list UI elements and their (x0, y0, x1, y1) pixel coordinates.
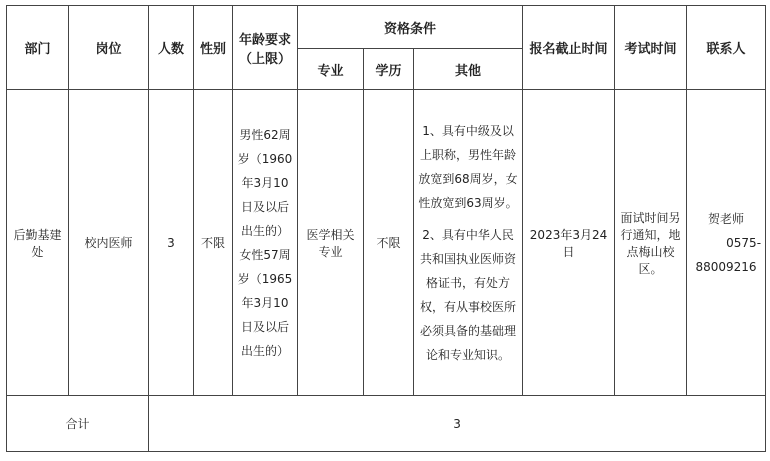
cell-education: 不限 (364, 90, 414, 396)
cell-deadline: 2023年3月24日 (523, 90, 615, 396)
contact-name: 贺老师 (708, 211, 745, 226)
summary-label: 合计 (7, 396, 149, 452)
cell-contact (687, 90, 766, 396)
cell-age-requirement (233, 90, 298, 396)
header-exam-time: 考试时间 (615, 6, 687, 90)
summary-total: 3 (149, 396, 766, 452)
cell-exam-time: 面试时间另行通知，地点梅山校区。 (615, 90, 687, 396)
recruitment-table (6, 5, 766, 452)
cell-gender: 不限 (194, 90, 233, 396)
age-female-text: 女性57周岁（1965年3月10日及以后出生的） (237, 247, 293, 358)
contact-phone-prefix: 0575- (726, 235, 762, 250)
header-major: 专业 (298, 49, 364, 90)
header-age-requirement: 年龄要求（上限） (233, 6, 298, 90)
header-position: 岗位 (69, 6, 149, 90)
summary-row (7, 396, 766, 452)
header-contact: 联系人 (687, 6, 766, 90)
header-row (7, 6, 766, 49)
header-qualifications: 资格条件 (298, 6, 523, 49)
other-item-2: 2、具有中华人民共和国执业医师资格证书，有处方权，有从事校医所必须具备的基础理论和专业知识。 (420, 227, 517, 362)
header-other: 其他 (414, 49, 523, 90)
cell-other (414, 90, 523, 396)
header-gender: 性别 (194, 6, 233, 90)
table-row (7, 90, 766, 396)
header-headcount: 人数 (149, 6, 194, 90)
other-item-1: 1、具有中级及以上职称，男性年龄放宽到68周岁，女性放宽到63周岁。 (418, 123, 518, 210)
header-education: 学历 (364, 49, 414, 90)
header-department: 部门 (7, 6, 69, 90)
contact-phone-number: 88009216 (695, 259, 757, 274)
cell-headcount: 3 (149, 90, 194, 396)
header-deadline: 报名截止时间 (523, 6, 615, 90)
cell-department: 后勤基建处 (7, 90, 69, 396)
cell-position: 校内医师 (69, 90, 149, 396)
cell-major: 医学相关专业 (298, 90, 364, 396)
age-male-text: 男性62周岁（1960年3月10日及以后出生的） (237, 127, 293, 238)
